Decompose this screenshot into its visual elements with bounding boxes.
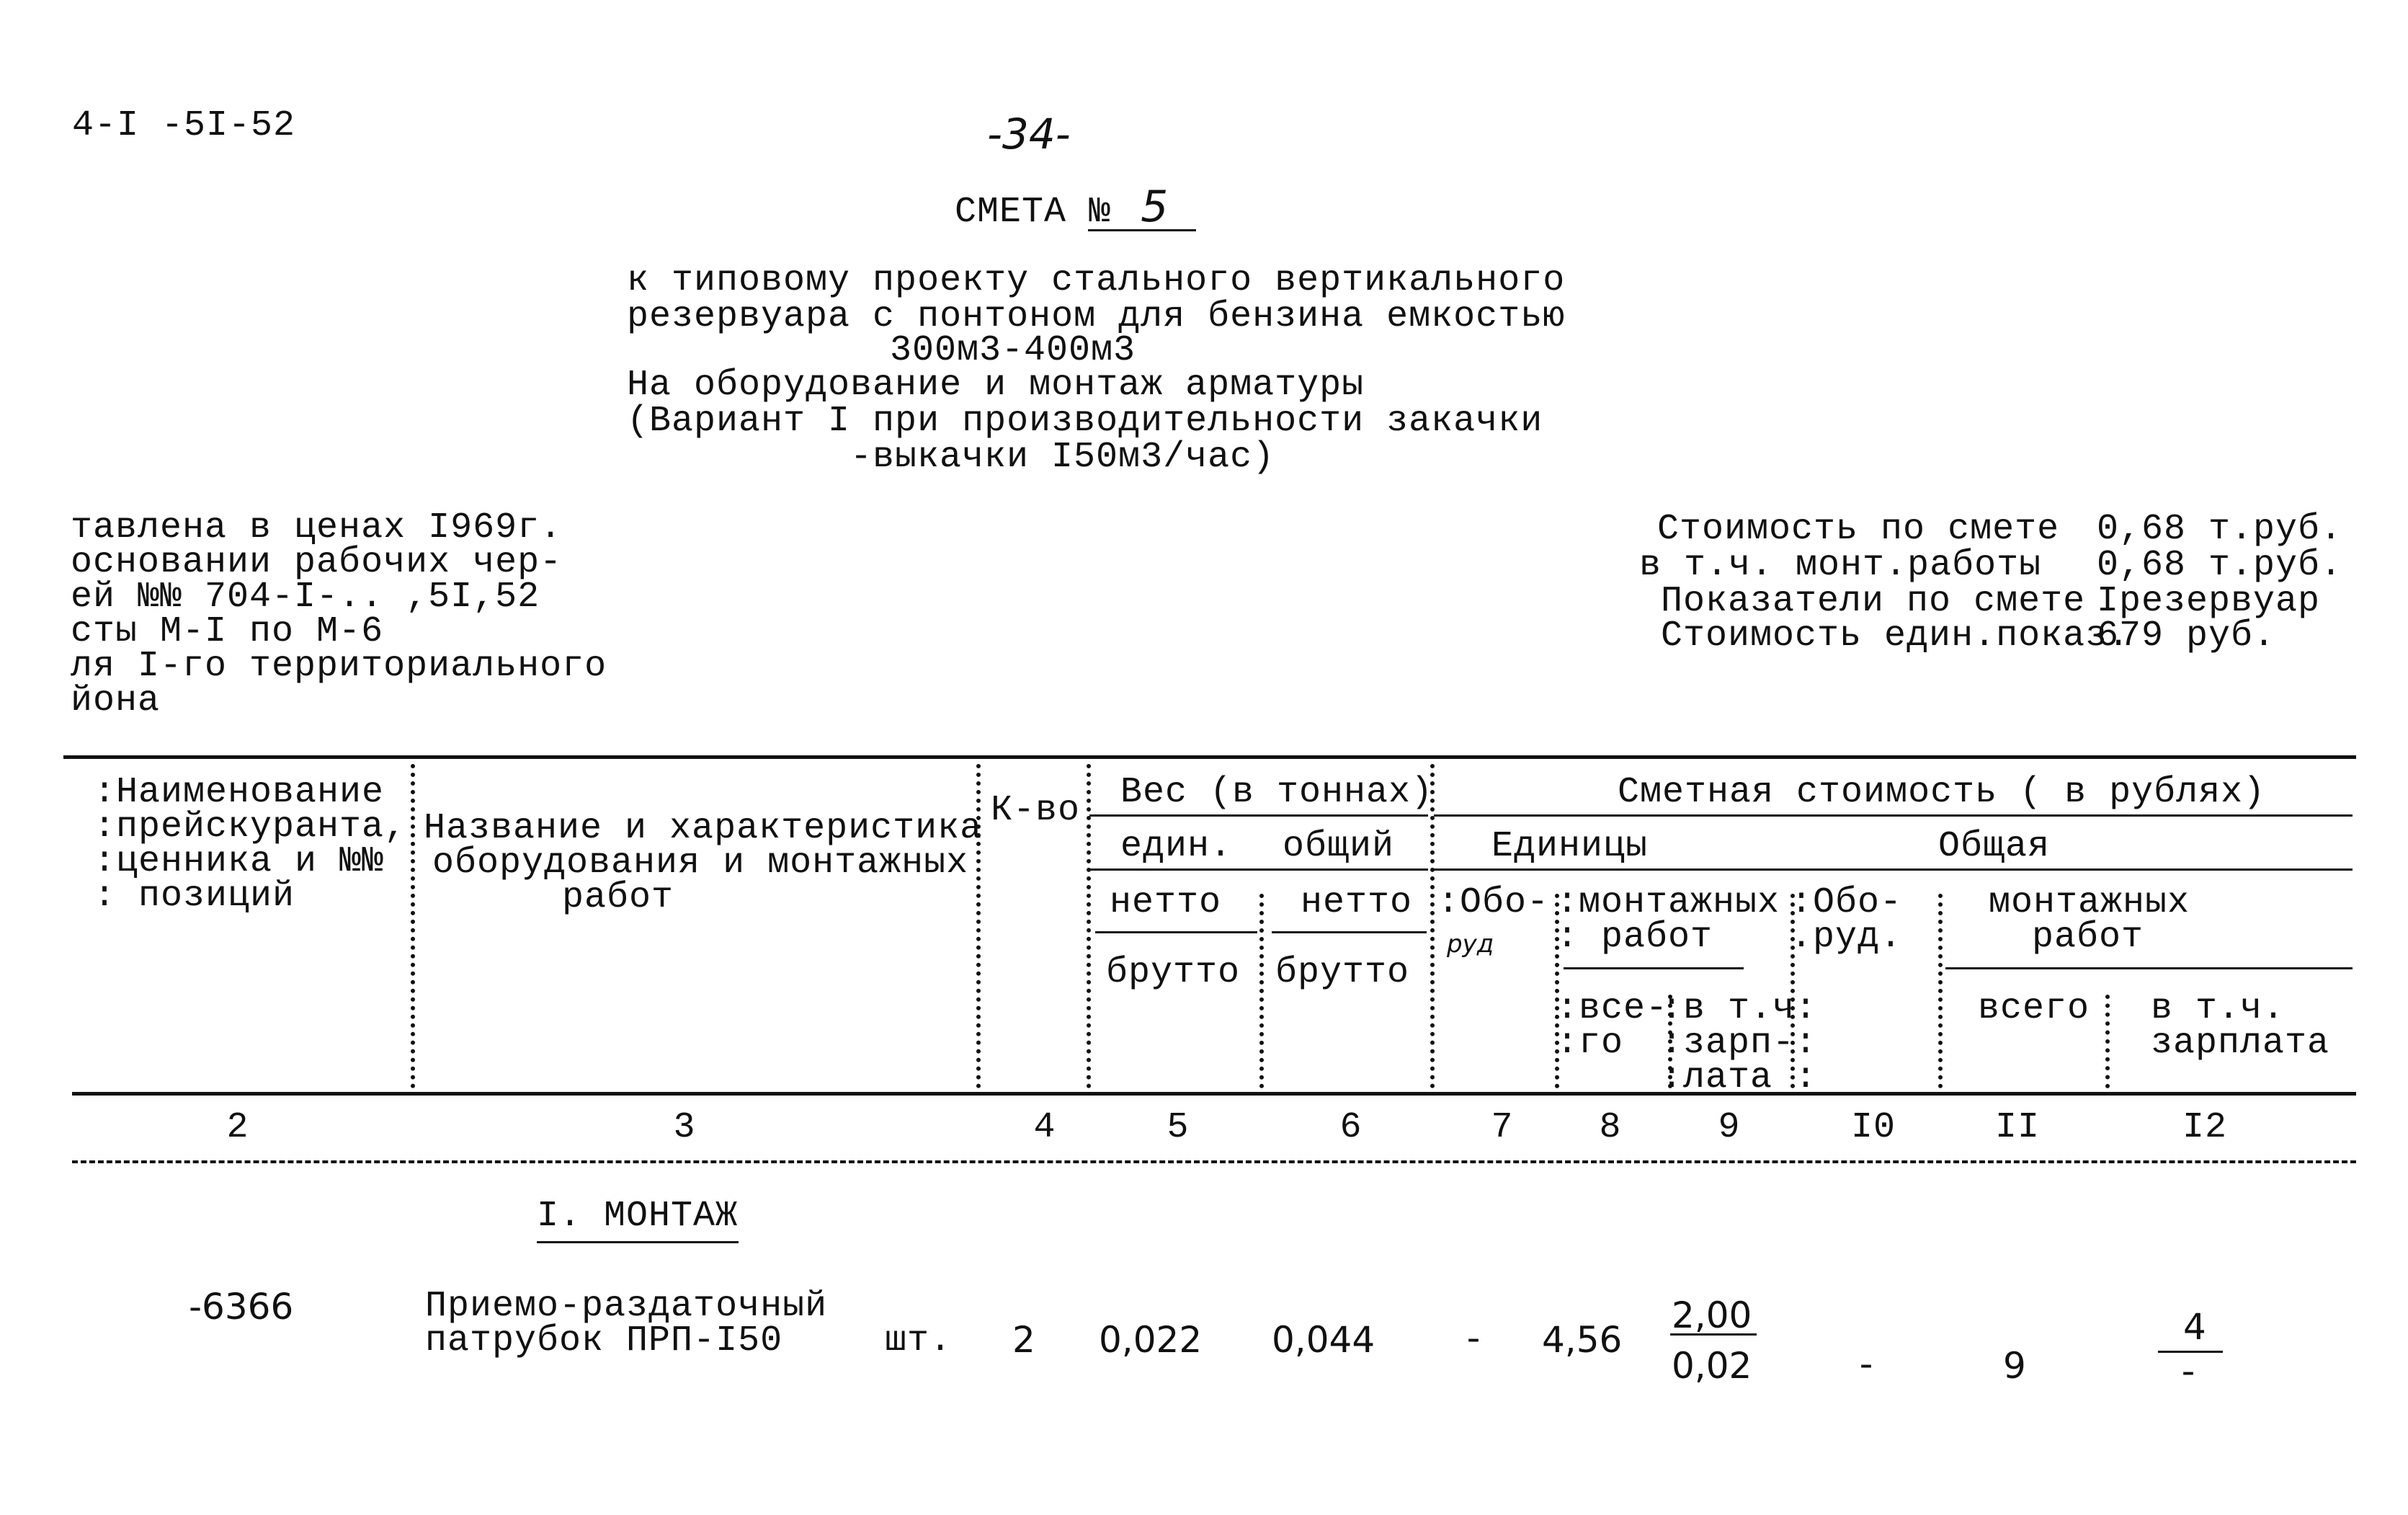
- mounting-works-header: :монтажных: [1556, 882, 1780, 923]
- indicators-label: Показатели по смете: [1661, 581, 2086, 622]
- total-cost-group: Общая: [1938, 826, 2051, 867]
- total-salary-header-2: зарплата: [2151, 1023, 2330, 1064]
- col1-header-line-3: :ценника и №№: [94, 841, 385, 882]
- total-mount-header: всего: [1978, 988, 2090, 1029]
- col-separator-3: [1087, 764, 1091, 1088]
- colnum-4: 4: [1033, 1107, 1056, 1148]
- colnum-5: 5: [1167, 1107, 1190, 1148]
- colnum-9: 9: [1718, 1107, 1741, 1148]
- row-salary-top: 4: [2183, 1306, 2206, 1348]
- left-info-line-1: тавлена в ценах I969г.: [71, 507, 563, 548]
- weight-total-brutto: брутто: [1275, 952, 1410, 993]
- estimate-number-underline: [1088, 229, 1196, 231]
- weight-sub-rule: [1089, 868, 1428, 871]
- document-code: 4-I -5I-52: [72, 105, 296, 146]
- equipment-unit-header-cont: руд: [1447, 930, 1494, 959]
- row-wage-fraction-line: [1670, 1333, 1757, 1336]
- subtitle-line-4: На оборудование и монтаж арматуры: [627, 365, 1365, 406]
- unit-total-header: :все-: [1556, 988, 1669, 1029]
- left-info-line-4: сты М-I по М-6: [71, 611, 384, 652]
- weight-unit-brutto: брутто: [1106, 952, 1241, 993]
- col-separator-1: [411, 764, 415, 1088]
- col1-header-line-1: :Наименование: [94, 772, 385, 813]
- section-title-underline: [537, 1241, 739, 1243]
- mounting-total-rule: [1945, 967, 2353, 969]
- colnum-6: 6: [1339, 1107, 1363, 1148]
- colnum-8: 8: [1599, 1107, 1622, 1148]
- estimate-title: [955, 182, 1169, 233]
- weight-total-header: общий: [1283, 826, 1395, 867]
- equipment-total-header: :Обо-: [1791, 882, 1903, 923]
- cost-estimate-value: 0,68 т.руб.: [2097, 509, 2343, 550]
- indicators-value: Iрезервуар: [2097, 581, 2321, 622]
- row-name-line-1: Приемо-раздаточный: [425, 1286, 828, 1327]
- col-separator-9: [2105, 995, 2110, 1088]
- left-info-line-3: ей №№ 704-I-.. ,5I,52: [71, 577, 540, 618]
- unit-wage-header-1: :в т.ч:: [1661, 988, 1818, 1029]
- row-wage-bottom: 0,02: [1672, 1345, 1752, 1387]
- row-equipment-unit: -: [1463, 1320, 1486, 1361]
- netto-brutto-rule-2: [1272, 931, 1427, 933]
- page-number: -34-: [987, 110, 1071, 159]
- weight-total-netto: нетто: [1301, 882, 1413, 923]
- row-qty: 2: [1012, 1319, 1035, 1361]
- unit-wage-header-3: :лата :: [1661, 1057, 1818, 1098]
- subtitle-line-3: 300м3-400м3: [890, 330, 1136, 371]
- equipment-unit-header: :Обо-: [1437, 882, 1550, 923]
- subtitle-line-6: -выкачки I50м3/час): [850, 437, 1275, 478]
- row-unit: шт.: [885, 1320, 953, 1361]
- cost-estimate-label: Стоимость по смете: [1657, 509, 2060, 550]
- row-mount-unit-total: 4,56: [1542, 1319, 1623, 1361]
- weight-header-rule: [1089, 814, 1428, 817]
- unit-cost-value: 679 руб.: [2097, 616, 2276, 657]
- col-separator-8: [1938, 894, 1943, 1088]
- cost-header-rule: [1434, 814, 2353, 817]
- table-top-rule: [63, 755, 2356, 759]
- row-wage-top: 2,00: [1672, 1294, 1752, 1336]
- unit-cost-label: Стоимость един.показ.: [1661, 616, 2131, 657]
- netto-brutto-rule-1: [1095, 931, 1257, 933]
- colnum-7: 7: [1491, 1107, 1514, 1148]
- unit-wage-header-2: :зарп-:: [1661, 1023, 1818, 1064]
- row-netto-total: 0,044: [1272, 1319, 1375, 1361]
- colnum-10: I0: [1850, 1107, 1896, 1148]
- unit-cost-group: Единицы: [1491, 826, 1649, 867]
- col3-header-line-2: оборудования и монтажных: [432, 843, 969, 884]
- mounting-works-rule: [1564, 967, 1744, 969]
- row-equipment-sum: -: [1855, 1346, 1878, 1387]
- row-salary-bottom: -: [2177, 1354, 2200, 1395]
- section-title: I. МОНТАЖ: [537, 1196, 739, 1237]
- weight-unit-header: един.: [1120, 826, 1233, 867]
- total-salary-header-1: в т.ч.: [2151, 988, 2286, 1029]
- subtitle-line-2: резервуара с понтоном для бензина емкостью: [627, 296, 1566, 337]
- estimate-title-prefix: СМЕТА №: [955, 192, 1112, 233]
- column-numbers-rule: [72, 1160, 2356, 1163]
- equipment-total-header-cont: .руд.: [1791, 917, 1903, 958]
- works-header: : работ: [1556, 917, 1713, 958]
- colnum-12: I2: [2182, 1107, 2227, 1148]
- quantity-header: К-во: [991, 790, 1081, 831]
- col1-header-line-2: :прейскуранта,: [94, 807, 407, 848]
- estimate-number: 5: [1141, 182, 1169, 232]
- col3-header-line-3: работ: [562, 877, 674, 918]
- row-code: -6366: [189, 1286, 294, 1328]
- subtitle-line-5: (Вариант I при производительности закачки: [627, 401, 1543, 442]
- mounting-total-works-header: работ: [2032, 917, 2144, 958]
- header-bottom-rule: [72, 1092, 2356, 1096]
- left-info-line-2: основании рабочих чер-: [71, 542, 563, 583]
- left-info-line-6: йона: [71, 680, 161, 721]
- col1-header-line-4: : позиций: [94, 876, 295, 917]
- colnum-11: II: [1994, 1107, 2040, 1148]
- row-salary-fraction-line: [2158, 1351, 2223, 1353]
- col3-header-line-1: Название и характеристика: [424, 808, 983, 849]
- weight-unit-netto: нетто: [1110, 882, 1222, 923]
- colnum-2: 2: [226, 1107, 249, 1148]
- colnum-3: 3: [673, 1107, 696, 1148]
- weight-header: Вес (в тоннах): [1120, 772, 1434, 813]
- row-netto-unit: 0,022: [1099, 1319, 1203, 1361]
- col-separator-5: [1259, 894, 1264, 1088]
- mounting-total-header: монтажных: [1989, 882, 2190, 923]
- mounting-cost-value: 0,68 т.руб.: [2097, 545, 2343, 586]
- row-mount-sum: 9: [2003, 1345, 2026, 1387]
- left-info-line-5: ля I-го территориального: [71, 646, 607, 687]
- cost-sub-rule: [1434, 868, 2353, 871]
- unit-total-header-cont: :го: [1556, 1023, 1624, 1064]
- mounting-cost-label: в т.ч. монт.работы: [1639, 545, 2042, 586]
- subtitle-line-1: к типовому проекту стального вертикального: [627, 260, 1566, 301]
- row-name-line-2: патрубок ПРП-I50: [425, 1320, 783, 1361]
- cost-header: Сметная стоимость ( в рублях): [1618, 772, 2266, 813]
